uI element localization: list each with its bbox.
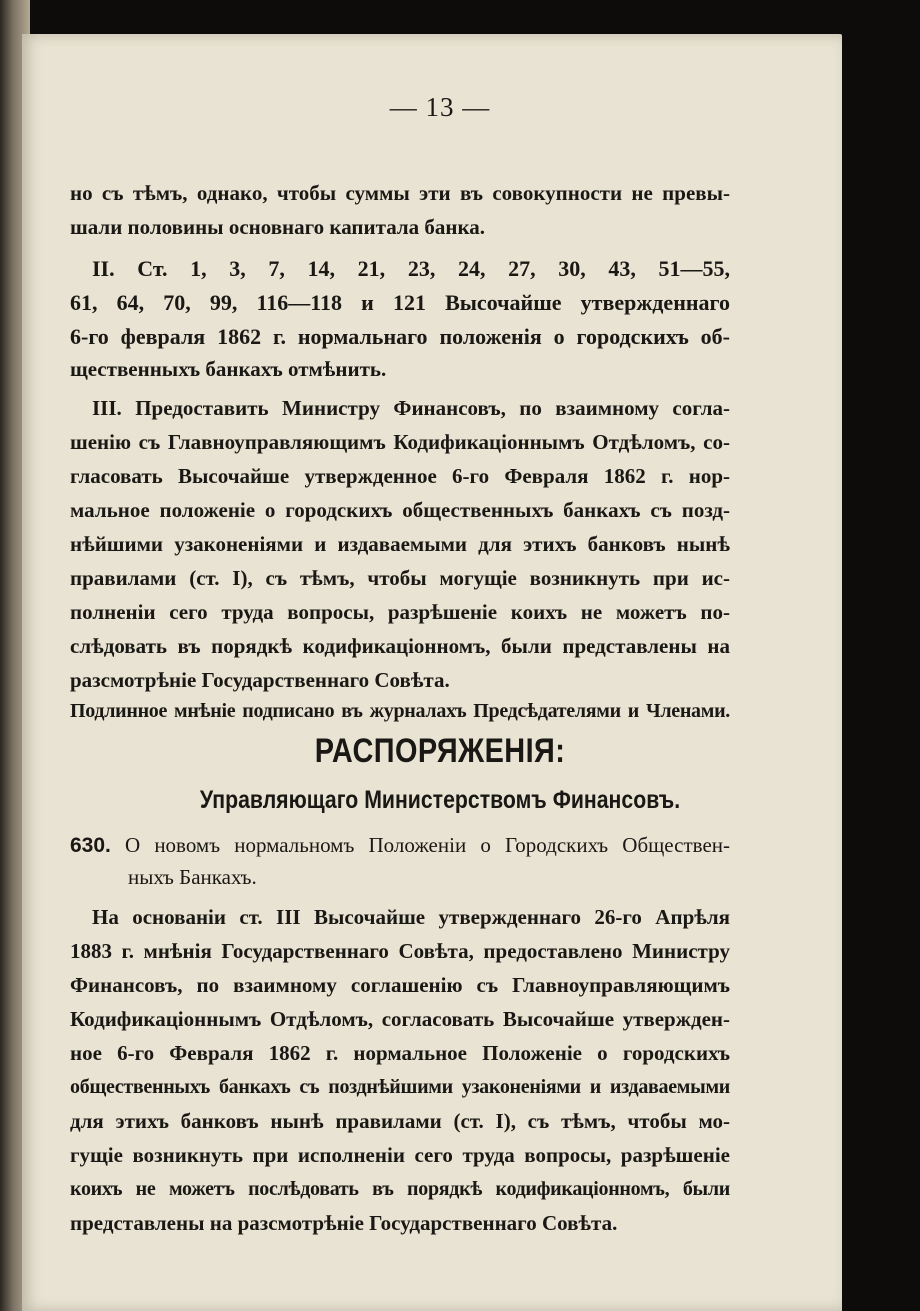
text-line: правилами (ст. I), съ тѣмъ, чтобы могущіе возникнуть при ис- bbox=[70, 566, 730, 590]
text-line: для этихъ банковъ нынѣ правилами (ст. I), съ тѣмъ, чтобы мо- bbox=[70, 1109, 730, 1133]
text-line: Кодификаціоннымъ Отдѣломъ, согласовать Высочайше утвержден- bbox=[70, 1007, 730, 1031]
text-line: На основаніи ст. III Высочайше утвержденнаго 26-го Апрѣля bbox=[92, 905, 730, 929]
text-line: ныхъ Банкахъ. bbox=[128, 865, 257, 889]
text-line: ное 6-го Февраля 1862 г. нормальное Положеніе о городскихъ bbox=[70, 1041, 730, 1065]
text-line: коихъ не можетъ послѣдовать въ порядкѣ кодификаціонномъ, были bbox=[70, 1178, 730, 1200]
page-sheet bbox=[22, 34, 842, 1311]
text-line: 6-го февраля 1862 г. нормальнаго положенія о городскихъ об- bbox=[70, 324, 730, 349]
text-line: разсмотрѣніе Государственнаго Совѣта. bbox=[70, 668, 450, 692]
signature-note: Подлинное мнѣніе подписано въ журналахъ Предсѣдателями и Членами. bbox=[70, 700, 730, 722]
text-line: 1883 г. мнѣнія Государственнаго Совѣта, предоставлено Министру bbox=[70, 939, 730, 963]
order-number: 630. bbox=[70, 834, 111, 857]
order-title-line bbox=[70, 828, 730, 863]
text-line: представлены на разсмотрѣніе Государственнаго Совѣта. bbox=[70, 1211, 618, 1235]
section-heading: РАСПОРЯЖЕНІЯ: bbox=[314, 732, 566, 770]
text-line: полненіи сего труда вопросы, разрѣшеніе коихъ не можетъ по- bbox=[70, 600, 730, 624]
text-line: общественныхъ банкахъ съ позднѣйшими узаконеніями и издаваемыми bbox=[70, 1076, 730, 1098]
text-line: 61, 64, 70, 99, 116—118 и 121 Высочайше утвержденнаго bbox=[70, 290, 730, 315]
page-number: — 13 — bbox=[389, 92, 491, 122]
text-line: но съ тѣмъ, однако, чтобы суммы эти въ совокупности не превы- bbox=[70, 181, 730, 205]
text-line: II. Ст. 1, 3, 7, 14, 21, 23, 24, 27, 30, 43, 51—55, bbox=[92, 256, 730, 281]
text-line: щественныхъ банкахъ отмѣнить. bbox=[70, 357, 387, 381]
text-line: шенію съ Главноуправляющимъ Кодификаціоннымъ Отдѣломъ, со- bbox=[70, 430, 730, 454]
text-line: гущіе возникнуть при исполненіи сего труда вопросы, разрѣшеніе bbox=[70, 1143, 730, 1167]
order-title-text: О новомъ нормальномъ Положеніи о Городскихъ Обществен- bbox=[125, 833, 730, 857]
text-line: гласовать Высочайше утвержденное 6-го Февраля 1862 г. нор- bbox=[70, 464, 730, 488]
text-line: нѣйшими узаконеніями и издаваемыми для этихъ банковъ нынѣ bbox=[70, 532, 730, 556]
text-line: шали половины основнаго капитала банка. bbox=[70, 215, 486, 239]
text-line: слѣдовать въ порядкѣ кодификаціонномъ, были представлены на bbox=[70, 634, 730, 658]
text-line: III. Предоставить Министру Финансовъ, по взаимному согла- bbox=[92, 396, 730, 420]
text-line: мальное положеніе о городскихъ общественныхъ банкахъ съ позд- bbox=[70, 498, 730, 522]
section-subheading: Управляющаго Министерствомъ Финансовъ. bbox=[199, 786, 681, 814]
text-line: Финансовъ, по взаимному соглашенію съ Главноуправляющимъ bbox=[70, 973, 730, 997]
